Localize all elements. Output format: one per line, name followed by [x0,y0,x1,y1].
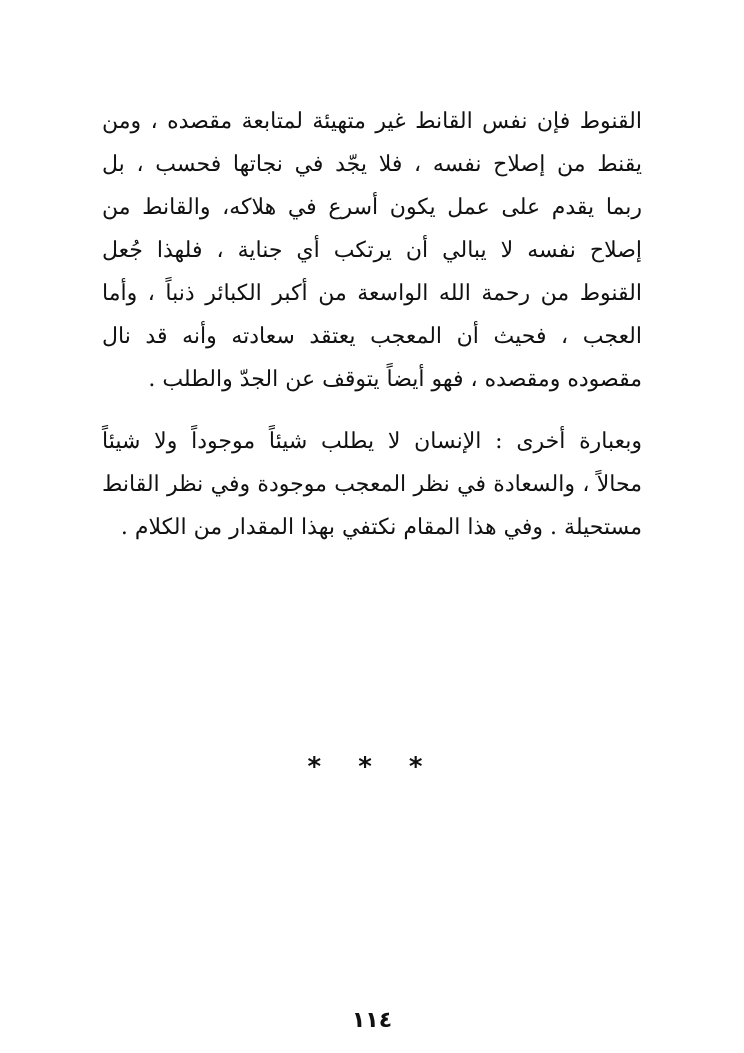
section-divider: * * * [307,752,437,782]
text-line: يقنط من إصلاح نفسه ، فلا يجّد في نجاتها فحسب ، بل [102,152,642,177]
text-line: محالاً ، والسعادة في نظر المعجب موجودة وفي نظر القانط [102,472,642,497]
text-line: ربما يقدم على عمل يكون أسرع في هلاكه، والقانط من [102,195,642,220]
paragraph-2 [102,420,642,549]
text-line: العجب ، فحيث أن المعجب يعتقد سعادته وأنه قد نال [102,324,642,349]
paragraph-1 [102,100,642,401]
text-line: مقصوده ومقصده ، فهو أيضاً يتوقف عن الجدّ والطلب . [148,367,642,392]
text-line: القنوط من رحمة الله الواسعة من أكبر الكبائر ذنباً ، وأما [102,281,642,306]
page-number: ١١٤ [351,1008,393,1033]
text-line: إصلاح نفسه لا يبالي أن يرتكب أي جناية ، فلهذا جُعل [102,238,642,263]
text-line: وبعبارة أخرى : الإنسان لا يطلب شيئاً موجوداً ولا شيئاً [102,429,642,454]
text-line: مستحيلة . وفي هذا المقام نكتفي بهذا المقدار من الكلام . [120,515,642,540]
text-line: القنوط فإن نفس القانط غير متهيئة لمتابعة مقصده ، ومن [102,109,642,134]
